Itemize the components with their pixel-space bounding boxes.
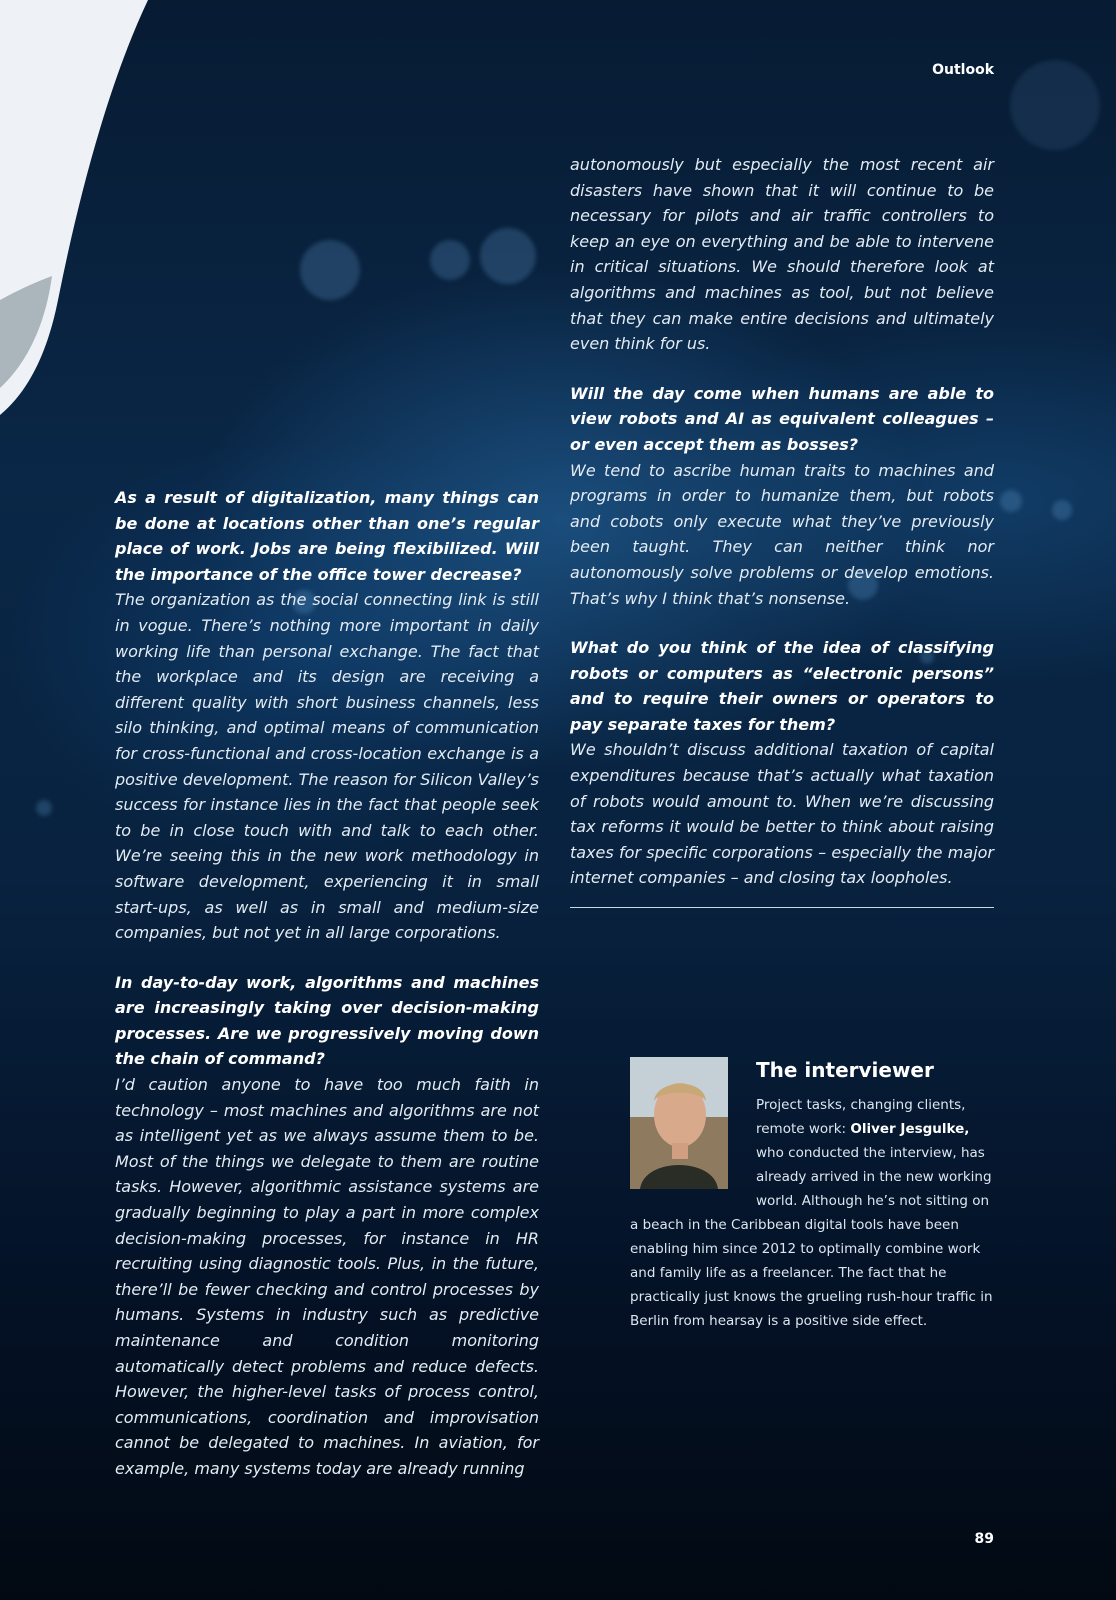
answer-electronic-persons: We shouldn’t discuss additional taxation of capital expenditures because that’s actually what taxation of robots would amount to. When we’re discussing tax reforms it would be better to think about raising taxes for specific corporations – especially the major internet companies – and closing tax loopholes. xyxy=(570,740,994,888)
bio-intro: Project tasks, changing clients, remote work: xyxy=(756,1097,966,1137)
interviewer-name: Oliver Jesgulke, xyxy=(850,1121,970,1137)
question-electronic-persons: What do you think of the idea of classifying robots or computers as “electronic persons” and to require their owners or operators to pay separate taxes for them? xyxy=(570,638,994,734)
interviewer-photo xyxy=(630,1057,728,1189)
page-number: 89 xyxy=(974,1531,994,1547)
question-robot-colleagues: Will the day come when humans are able to view robots and AI as equivalent colleagues – or even accept them as bosses? xyxy=(570,383,994,454)
section-header: Outlook xyxy=(932,62,994,78)
interviewer-box xyxy=(630,1057,994,1333)
answer-robot-colleagues: We tend to ascribe human traits to machines and programs in order to humanize them, but robots and cobots only execute what they’ve previously been taught. They can neither think nor autonomously solve problems or develop emotions. That’s why I think that’s nonsense. xyxy=(570,460,994,608)
bio-body: who conducted the interview, has already arrived in the new working world. Although he’s not sitting on a beach in the Caribbean digital tools have been enabling him since 2012 to optimally combine work and family life as a freelancer. The fact that he practically just knows the grueling rush-hour traffic in Berlin from hearsay is a positive side effect. xyxy=(630,1145,993,1329)
answer-office-tower: The organization as the social connecting link is still in vogue. There’s nothing more important in daily working life than personal exchange. The fact that the workplace and its design are receiving a different quality with short business channels, less silo thinking, and optimal means of communication for cross-functional and cross-location exchange is a positive development. The reason for Silicon Valley’s success for instance lies in the fact that people seek to be in close touch with and talk to each other. We’re seeing this in the new work methodology in software development, experiencing it in small start-ups, as well as in small and medium-size companies, but not yet in all large corporations. xyxy=(115,590,539,943)
interviewer-title: The interviewer xyxy=(756,1058,934,1082)
right-column xyxy=(570,152,994,915)
left-column xyxy=(115,485,539,1506)
white-device-shape xyxy=(0,0,160,420)
question-chain-of-command: In day-to-day work, algorithms and machines are increasingly taking over decision-making processes. Are we progressively moving down the chain of command? xyxy=(115,972,539,1069)
section-divider xyxy=(570,907,994,908)
answer-continuation: autonomously but especially the most recent air disasters have shown that it will continue to be necessary for pilots and air traffic controllers to keep an eye on everything and be able to intervene in critical situations. We should therefore look at algorithms and machines as tool, but not believe that they can make entire decisions and ultimately even think for us. xyxy=(570,155,994,354)
portrait-illustration xyxy=(630,1057,728,1189)
answer-chain-of-command: I’d caution anyone to have too much faith in technology – most machines and algorithms are not as intelligent yet as we always assume them to be. Most of the things we delegate to them are routine tasks. However, algorithmic assistance systems are gradually beginning to play a part in more complex decision-making processes, for instance in HR recruiting using diagnostic tools. Plus, in the future, there’ll be fewer checking and control processes by humans. Systems in industry such as predictive maintenance and condition monitoring automatically detect problems and reduce defects. However, the higher-level tasks of process control, communications, coordination and improvisation cannot be delegated to machines. In aviation, for example, many systems today are already running xyxy=(115,1075,539,1478)
question-office-tower: As a result of digitalization, many things can be done at locations other than one’s regular place of work. Jobs are being flexibilized. Will the importance of the office tower decrease? xyxy=(115,488,539,584)
